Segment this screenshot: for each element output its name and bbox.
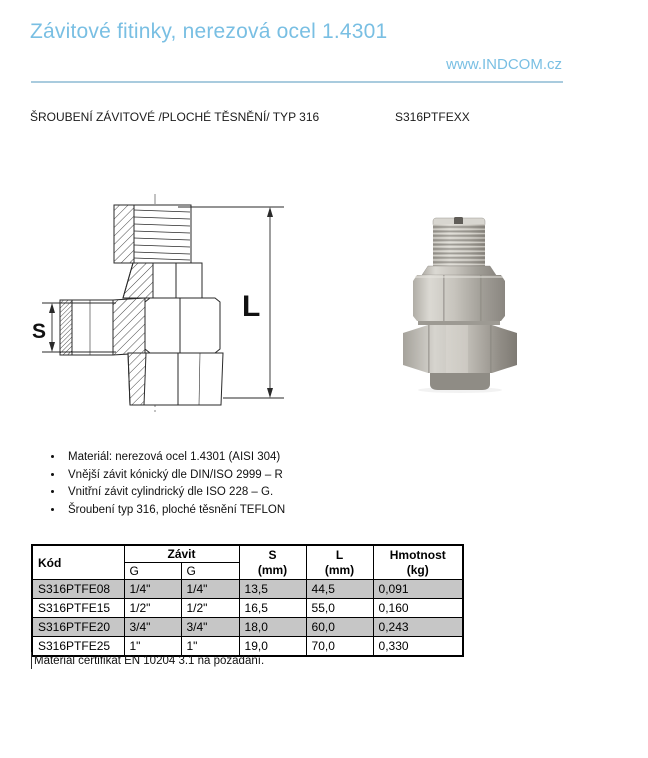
photo-waist bbox=[418, 321, 500, 325]
spec-item: • Materiál: nerezová ocel 1.4301 (AISI 304) bbox=[64, 449, 285, 467]
product-code: S316PTFEXX bbox=[395, 110, 470, 124]
cell-hmotnost: 0,160 bbox=[373, 599, 463, 618]
cell-kod: S316PTFE15 bbox=[32, 599, 124, 618]
cell-l: 70,0 bbox=[306, 637, 373, 657]
drawing-male-thread bbox=[114, 205, 191, 263]
spec-item: • Šroubení typ 316, ploché těsnění TEFLON bbox=[64, 502, 285, 520]
col-header-g1: G bbox=[124, 563, 181, 580]
cell-g2: 1/4" bbox=[181, 580, 239, 599]
cell-kod: S316PTFE20 bbox=[32, 618, 124, 637]
photo-bottom-cylinder bbox=[430, 373, 490, 390]
table-row bbox=[32, 637, 463, 657]
table-row bbox=[32, 599, 463, 618]
photo-upper-hex bbox=[413, 275, 505, 321]
drawing-nut-hex bbox=[96, 298, 220, 355]
cell-g2: 1" bbox=[181, 637, 239, 657]
product-heading: ŠROUBENÍ ZÁVITOVÉ /PLOCHÉ TĚSNĚNÍ/ TYP 316 bbox=[30, 110, 320, 124]
cell-kod: S316PTFE08 bbox=[32, 580, 124, 599]
spec-item: • Vnější závit kónický dle DIN/ISO 2999 – R bbox=[64, 467, 285, 485]
footer-left-tick bbox=[31, 652, 32, 669]
cell-hmotnost: 0,091 bbox=[373, 580, 463, 599]
spec-list bbox=[48, 449, 285, 519]
cell-l: 44,5 bbox=[306, 580, 373, 599]
cell-g2: 3/4" bbox=[181, 618, 239, 637]
photo-lower-hex bbox=[403, 325, 517, 373]
cell-s: 18,0 bbox=[239, 618, 306, 637]
photo-collar bbox=[422, 266, 496, 275]
technical-drawing bbox=[28, 186, 318, 421]
dimension-l-label: L bbox=[242, 290, 261, 323]
col-header-kod: Kód bbox=[32, 545, 124, 580]
cell-s: 13,5 bbox=[239, 580, 306, 599]
spec-item: • Vnitřní závit cylindrický dle ISO 228 – G. bbox=[64, 484, 285, 502]
col-header-hmotnost: Hmotnost (kg) bbox=[373, 545, 463, 580]
cell-l: 55,0 bbox=[306, 599, 373, 618]
photo-thread-stud bbox=[433, 217, 485, 266]
drawing-female-stub bbox=[60, 300, 113, 355]
cell-s: 16,5 bbox=[239, 599, 306, 618]
cell-g1: 1/2" bbox=[124, 599, 181, 618]
website-link[interactable]: www.INDCOM.cz bbox=[446, 56, 562, 73]
product-photo bbox=[388, 204, 528, 394]
table-row bbox=[32, 580, 463, 599]
col-header-g2: G bbox=[181, 563, 239, 580]
cell-l: 60,0 bbox=[306, 618, 373, 637]
cell-g1: 3/4" bbox=[124, 618, 181, 637]
col-header-l: L (mm) bbox=[306, 545, 373, 580]
drawing-bottom-section bbox=[128, 353, 223, 405]
cell-g1: 1" bbox=[124, 637, 181, 657]
col-header-s: S (mm) bbox=[239, 545, 306, 580]
table-row bbox=[32, 618, 463, 637]
cell-hmotnost: 0,330 bbox=[373, 637, 463, 657]
cell-g1: 1/4" bbox=[124, 580, 181, 599]
cell-kod: S316PTFE25 bbox=[32, 637, 124, 657]
header-divider bbox=[31, 81, 563, 83]
drawing-upper-hex bbox=[123, 263, 202, 298]
dimension-s-label: S bbox=[32, 320, 47, 343]
cell-hmotnost: 0,243 bbox=[373, 618, 463, 637]
cell-s: 19,0 bbox=[239, 637, 306, 657]
footer-note: Materiál certifikát EN 10204 3.1 na požádání. bbox=[34, 655, 265, 667]
page-title: Závitové fitinky, nerezová ocel 1.4301 bbox=[30, 20, 388, 43]
cell-g2: 1/2" bbox=[181, 599, 239, 618]
col-header-zavit: Závit bbox=[124, 545, 239, 563]
spec-table bbox=[31, 544, 464, 657]
